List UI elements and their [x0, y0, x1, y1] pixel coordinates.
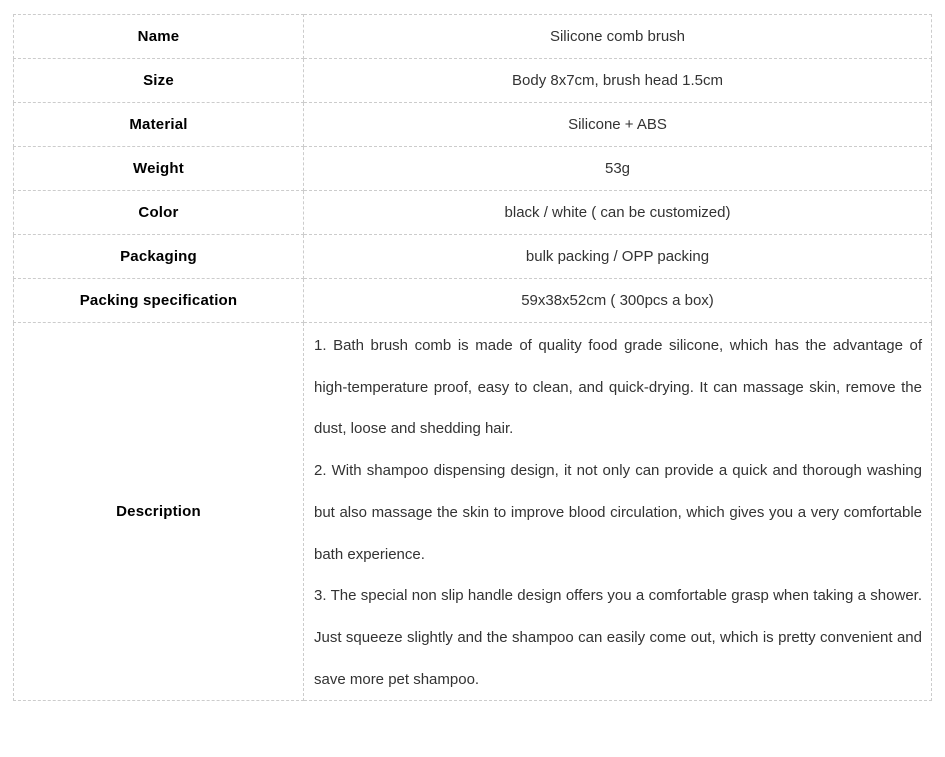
- spec-value-weight: 53g: [304, 147, 932, 191]
- table-row-packing-specification: [14, 279, 932, 323]
- spec-label-material: Material: [14, 103, 304, 147]
- table-row-description: [14, 323, 932, 701]
- table-row-packaging: [14, 235, 932, 279]
- spec-label-size: Size: [14, 59, 304, 103]
- table-row-weight: [14, 147, 932, 191]
- spec-value-packing-specification: 59x38x52cm ( 300pcs a box): [304, 279, 932, 323]
- spec-label-description: Description: [14, 323, 304, 701]
- table-row-color: [14, 191, 932, 235]
- spec-value-material: Silicone + ABS: [304, 103, 932, 147]
- spec-value-packaging: bulk packing / OPP packing: [304, 235, 932, 279]
- description-paragraph-3: 3. The special non slip handle design offers you a comfortable grasp when taking a shower. Just squeeze slightly and the shampoo can easily come out, which is pretty convenient and save more pet shampoo.: [314, 587, 922, 688]
- spec-label-packing-specification: Packing specification: [14, 279, 304, 323]
- spec-label-color: Color: [14, 191, 304, 235]
- table-row-size: [14, 59, 932, 103]
- spec-label-weight: Weight: [14, 147, 304, 191]
- spec-label-packaging: Packaging: [14, 235, 304, 279]
- spec-value-size: Body 8x7cm, brush head 1.5cm: [304, 59, 932, 103]
- description-cell: [304, 323, 932, 701]
- table-row-material: [14, 103, 932, 147]
- spec-value-name: Silicone comb brush: [304, 15, 932, 59]
- spec-label-name: Name: [14, 15, 304, 59]
- description-paragraph-1: 1. Bath brush comb is made of quality food grade silicone, which has the advantage of high-temperature proof, easy to clean, and quick-drying. It can massage skin, remove the dust, loose and shedding hair.: [314, 337, 922, 438]
- description-paragraph-2: 2. With shampoo dispensing design, it not only can provide a quick and thorough washing but also massage the skin to improve blood circulation, which gives you a very comfortable bath experience.: [314, 462, 922, 563]
- table-row-name: [14, 15, 932, 59]
- product-spec-table: [13, 14, 932, 701]
- spec-value-color: black / white ( can be customized): [304, 191, 932, 235]
